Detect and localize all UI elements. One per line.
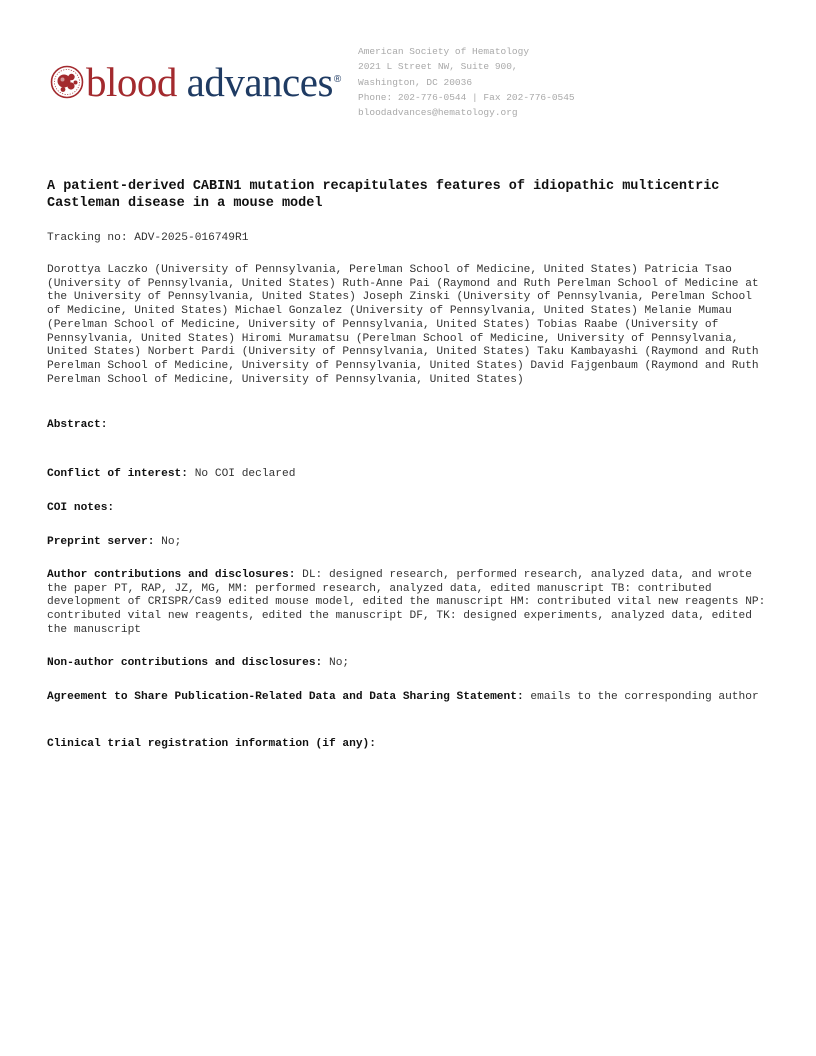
preprint-value: No; [161, 536, 182, 548]
address-line: 2021 L Street NW, Suite 900, [358, 61, 518, 73]
author-contributions-label: Author contributions and disclosures: [47, 569, 296, 581]
nonauthor-contributions-value: No; [328, 657, 350, 669]
coi-notes-label: COI notes: [47, 502, 115, 514]
tracking-number: Tracking no: ADV-2025-016749R1 [47, 232, 249, 244]
journal-logo [50, 59, 342, 105]
coi-value: No COI declared [194, 468, 296, 480]
data-sharing-section [47, 691, 767, 705]
data-sharing-value: emails to the corresponding author [530, 691, 759, 703]
coi-section [47, 468, 767, 482]
data-sharing-label: Agreement to Share Publication-Related Data and Data Sharing Statement: [47, 691, 524, 703]
author-list: Dorottya Laczko (University of Pennsylvania, Perelman School of Medicine, United States) Patricia Tsao (University of Pennsylvania, United States) Ruth-Anne Pai (Raymond and Ruth Perelman School of Medicine at the University of Pennsylvania, United States) Joseph Zinski (University of Pennsylvania, Perelman School of Medicine, United States) Michael Gonzalez (University of Pennsylvania, United States) Melanie Mumau (Perelman School of Medicine, University of Pennsylvania, United States) Tobias Raabe (University of Pennsylvania, United States) Hiromi Muramatsu (Perelman School of Medicine, University of Pennsylvania, United States) Norbert Pardi (University of Pennsylvania, United States) Taku Kambayashi (Raymond and Ruth Perelman School of Medicine, University of Pennsylvania, United States) David Fajgenbaum (Raymond and Ruth Perelman School of Medicine, University of Pennsylvania, United States) [47, 264, 759, 386]
address-line: Washington, DC 20036 [358, 76, 473, 88]
coi-label: Conflict of interest: [47, 468, 188, 480]
logo-wordmark [86, 59, 333, 105]
logo-word-blood: blood [86, 59, 177, 105]
address-line: American Society of Hematology [358, 46, 530, 57]
clinical-trial-label: Clinical trial registration information (if any): [47, 738, 376, 750]
abstract-label: Abstract: [47, 419, 108, 431]
preprint-label: Preprint server: [47, 536, 155, 548]
nonauthor-contributions-label: Non-author contributions and disclosures: [47, 657, 323, 669]
logo-word-advances: advances [186, 59, 333, 105]
preprint-section [47, 536, 767, 550]
coi-notes-section [47, 502, 767, 516]
address-line: Phone: 202-776-0544 | Fax 202-776-0545 [358, 91, 575, 103]
address-line: bloodadvances@hematology.org [358, 107, 518, 119]
author-contributions-section [47, 569, 767, 638]
nonauthor-contributions-section [47, 657, 767, 671]
article-title: A patient-derived CABIN1 mutation recapitulates features of idiopathic multicentric Castleman disease in a mouse model [47, 179, 720, 211]
registered-mark: ® [333, 74, 342, 85]
author-contributions-value: DL: designed research, performed research, analyzed data, and wrote the paper PT, RAP, JZ, MG, MM: performed research, analyzed data, edited manuscript TB: contributed development of CRISPR/Cas9 edited mouse model, edited the manuscript HM: contributed vital new reagents NP: contributed vital new reagents, edited the manuscript DF, TK: designed experiments, analyzed data, edited the manuscript [47, 569, 766, 636]
publisher-address [358, 44, 575, 120]
abstract-section [47, 419, 767, 433]
clinical-trial-section [47, 738, 767, 752]
blood-cells-logo-icon [50, 65, 84, 99]
